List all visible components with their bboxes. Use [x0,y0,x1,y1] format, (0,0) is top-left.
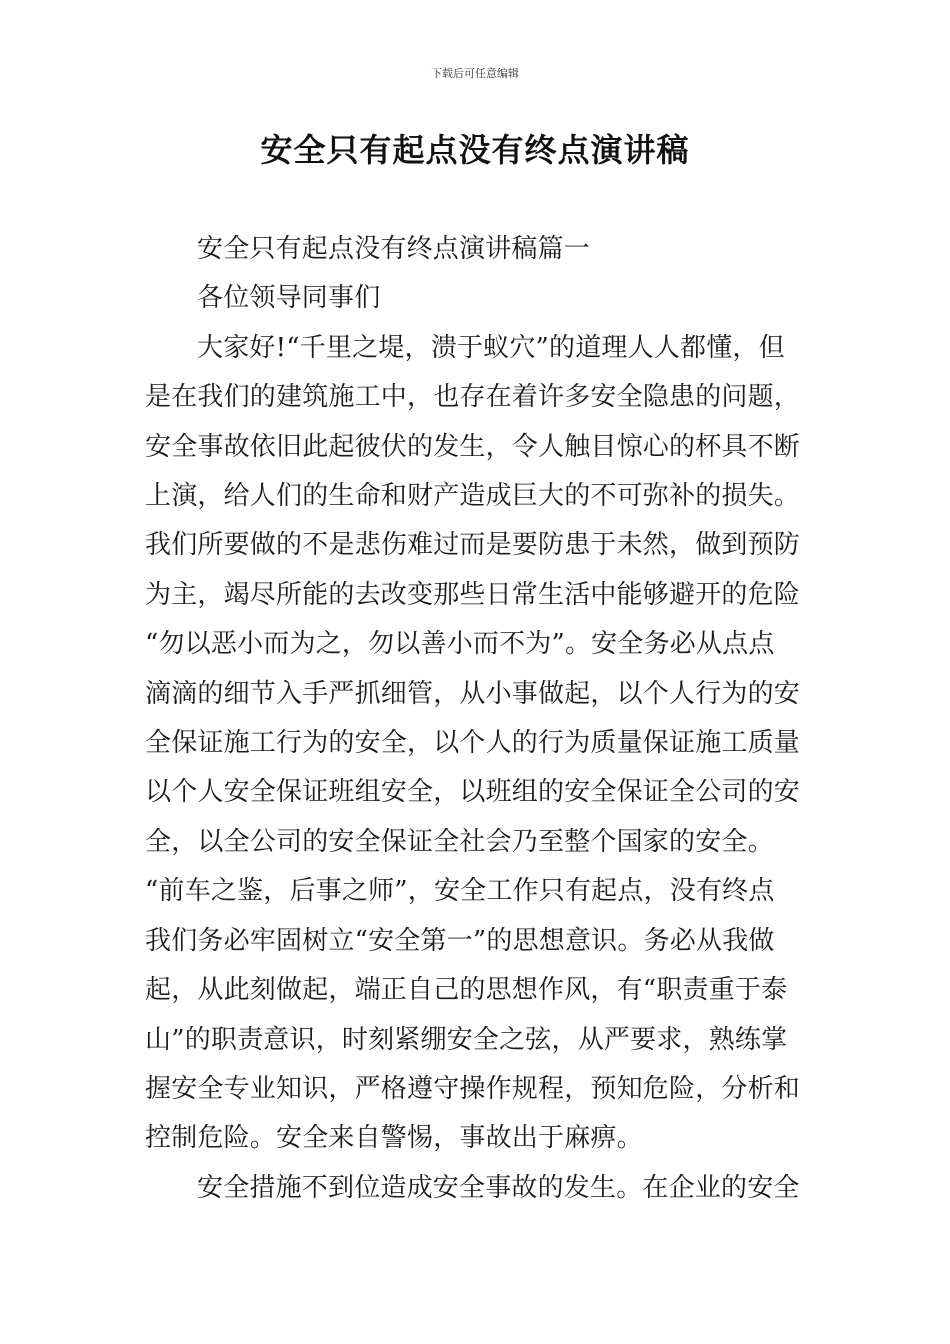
document-body [145,225,815,1213]
body-line: 控制危险。安全来自警惕，事故出于麻痹。 [145,1123,643,1154]
header-note: 下载后可任意编辑 [431,67,519,80]
body-line: 我们所要做的不是悲伤难过而是要防患于未然，做到预防 [145,530,801,561]
body-line: 上演，给人们的生命和财产造成巨大的不可弥补的损失。 [145,481,801,512]
body-line: 为主，竭尽所能的去改变那些日常生活中能够避开的危险 [145,579,801,610]
body-line: 起，从此刻做起，端正自己的思想作风，有“职责重于泰 [145,975,788,1006]
body-line: 大家好!“千里之堤，溃于蚁穴”的道理人人都懂，但 [197,332,785,363]
body-line: 滴滴的细节入手严抓细管，从小事做起，以个人行为的安 [145,678,801,709]
body-line: “勿以恶小而为之，勿以善小而不为”。安全务必从点点 [145,629,775,660]
document-title: 安全只有起点没有终点演讲稿 [260,131,690,169]
body-line: 安全措施不到位造成安全事故的发生。在企业的安全 [197,1172,800,1203]
body-line: 我们务必牢固树立“安全第一”的思想意识。务必从我做 [145,925,775,956]
body-line: 全保证施工行为的安全，以个人的行为质量保证施工质量 [145,728,801,759]
body-line: 安全事故依旧此起彼伏的发生，令人触目惊心的杯具不断 [145,431,801,462]
section-heading: 安全只有起点没有终点演讲稿篇一 [197,234,591,264]
salutation: 各位领导同事们 [197,283,381,314]
body-line: 以个人安全保证班组安全，以班组的安全保证全公司的安 [145,777,801,808]
body-line: 握安全专业知识，严格遵守操作规程，预知危险，分析和 [145,1073,801,1104]
body-line: 山”的职责意识，时刻紧绷安全之弦，从严要求，熟练掌 [145,1024,788,1055]
body-line: “前车之鉴，后事之师”，安全工作只有起点，没有终点 [145,876,775,907]
body-line: 是在我们的建筑施工中，也存在着许多安全隐患的问题， [145,382,801,413]
body-line: 全，以全公司的安全保证全社会乃至整个国家的安全。 [145,826,774,857]
